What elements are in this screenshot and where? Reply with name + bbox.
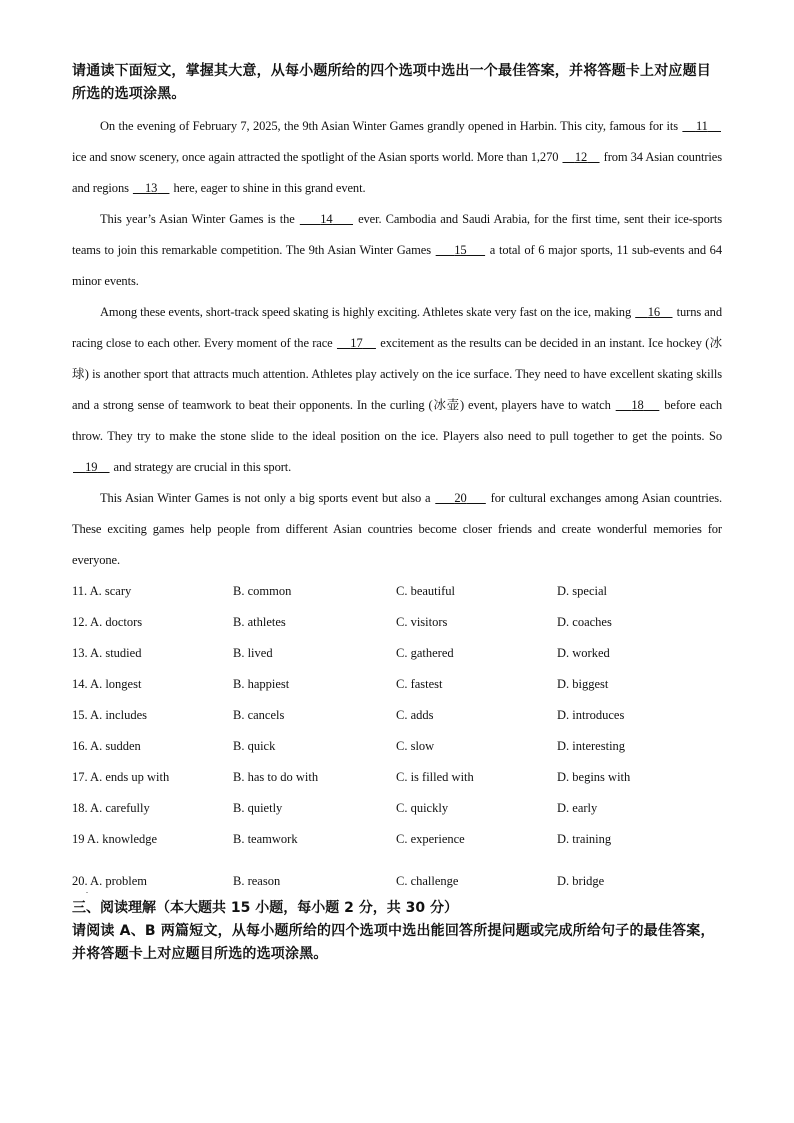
blank-14 [299, 212, 354, 226]
option-d: D. begins with [557, 770, 631, 784]
option-d: D. biggest [557, 677, 609, 691]
text-segment: a total of 6 major sports, 11 sub-events and 64 minor events. [72, 243, 722, 288]
text-segment: and strategy are crucial in this sport. [110, 460, 292, 474]
option-d: D. special [557, 584, 607, 598]
text-segment: On the evening of February 7, 2025, the 9th Asian Winter Games grandly opened in Harbin. This city, famous for its [100, 119, 682, 133]
option-b: B. common [233, 584, 292, 598]
text-segment: turns and racing close to each other. Every moment of the race [72, 305, 722, 350]
option-row-11 [72, 576, 722, 607]
option-a: 14. A. longest [72, 677, 142, 691]
cloze-instruction: 请通读下面短文，掌握其大意，从每小题所给的四个选项中选出一个最佳答案，并将答题卡上对应题目所选的选项涂黑。 [72, 63, 711, 102]
option-row-15 [72, 700, 722, 731]
option-b: B. quietly [233, 801, 283, 815]
option-a: 18. A. carefully [72, 801, 150, 815]
text-segment: This year’s Asian Winter Games is the [100, 212, 299, 226]
option-c: C. slow [396, 739, 435, 753]
option-a: 17. A. ends up with [72, 770, 170, 784]
option-d: D. interesting [557, 739, 626, 753]
blank-number: 13 [145, 181, 158, 195]
blank-11 [681, 119, 722, 133]
option-c: C. gathered [396, 646, 454, 660]
blank-number: 17 [350, 336, 363, 350]
blank-number: 14 [320, 212, 333, 226]
option-c: C. is filled with [396, 770, 474, 784]
blank-15 [435, 243, 486, 257]
blank-number: 15 [454, 243, 467, 257]
option-d: D. introduces [557, 708, 625, 722]
option-row-17 [72, 762, 722, 793]
blank-number: 19 [85, 460, 98, 474]
option-d: D. worked [557, 646, 610, 660]
blank-13 [132, 181, 171, 195]
text-segment: excitement as the results can be decided in an instant. Ice hockey (冰球) is another sport that attracts much attention. Athletes play actively on the ice surface. They need to have excellent skating skills and a strong sense of teamwork to beat their opponents. In the curling (冰壶) event, players have to watch [72, 336, 722, 412]
option-a: 19 A. knowledge [72, 832, 158, 846]
option-c: C. adds [396, 708, 434, 722]
option-c: C. challenge [396, 874, 459, 888]
option-a: 13. A. studied [72, 646, 142, 660]
section-title: 三、阅读理解（本大题共 15 小题，每小题 2 分，共 30 分） [72, 900, 458, 916]
answer-options [72, 576, 722, 897]
option-b: B. quick [233, 739, 276, 753]
option-c: C. quickly [396, 801, 449, 815]
option-a: 12. A. doctors [72, 615, 143, 629]
blank-number: 18 [631, 398, 644, 412]
blank-number: 16 [647, 305, 661, 319]
blank-number: 11 [695, 119, 708, 133]
option-a: 11. A. scary [72, 584, 132, 598]
worksheet-page [72, 60, 722, 966]
reading-instruction: 请阅读 A、B 两篇短文，从每小题所给的四个选项中选出能回答所提问题或完成所给句子的最佳答案，并将答题卡上对应题目所选的选项涂黑。 [72, 923, 715, 962]
option-c: C. beautiful [396, 584, 456, 598]
option-d: D. coaches [557, 615, 612, 629]
blank-12 [561, 150, 600, 164]
option-d: D. early [557, 801, 598, 815]
option-c: C. visitors [396, 615, 448, 629]
option-row-19 [72, 824, 722, 866]
text-segment: This Asian Winter Games is not only a big sports event but also a [100, 491, 435, 505]
option-b: B. reason [233, 874, 281, 888]
option-c: C. fastest [396, 677, 443, 691]
option-b: B. lived [233, 646, 273, 660]
blank-18 [615, 398, 661, 412]
blank-number: 12 [574, 150, 588, 164]
text-segment: for cultural exchanges among Asian countries. These exciting games help people from different Asian countries become closer friends and create wonderful memories for everyone. [72, 491, 722, 567]
option-row-16 [72, 731, 722, 762]
option-c: C. experience [396, 832, 465, 846]
option-row-12 [72, 607, 722, 638]
text-segment: Among these events, short-track speed skating is highly exciting. Athletes skate very fast on the ice, making [100, 305, 635, 319]
option-b: B. has to do with [233, 770, 319, 784]
option-b: B. athletes [233, 615, 286, 629]
blank-16 [634, 305, 673, 319]
option-d: D. training [557, 832, 612, 846]
option-b: B. cancels [233, 708, 285, 722]
paragraph-1 [72, 111, 722, 204]
text-segment: ever. Cambodia and Saudi Arabia, for the first time, sent their ice-sports teams to join this remarkable competition. The 9th Asian Winter Games [72, 212, 722, 257]
text-segment: from 34 Asian countries and regions [72, 150, 722, 195]
stray-dot: . [86, 886, 88, 895]
option-row-18 [72, 793, 722, 824]
paragraph-4 [72, 483, 722, 576]
option-row-14 [72, 669, 722, 700]
text-segment: before each throw. They try to make the stone slide to the ideal position on the ice. Players also need to pull together to get the points. So [72, 398, 722, 443]
blank-number: 20 [454, 491, 467, 505]
paragraph-2 [72, 204, 722, 297]
option-a: 16. A. sudden [72, 739, 141, 753]
option-a: 15. A. includes [72, 708, 147, 722]
option-d: D. bridge [557, 874, 605, 888]
blank-20 [434, 491, 487, 505]
option-b: B. teamwork [233, 832, 298, 846]
option-row-20 [72, 866, 722, 897]
blank-17 [336, 336, 377, 350]
option-a: 20. A. problem [72, 874, 147, 888]
text-segment: here, eager to shine in this grand event. [170, 181, 366, 195]
paragraph-3 [72, 297, 722, 483]
text-segment: ice and snow scenery, once again attracted the spotlight of the Asian sports world. More than 1,270 [72, 150, 562, 164]
option-row-13 [72, 638, 722, 669]
blank-19 [72, 460, 111, 474]
option-b: B. happiest [233, 677, 290, 691]
